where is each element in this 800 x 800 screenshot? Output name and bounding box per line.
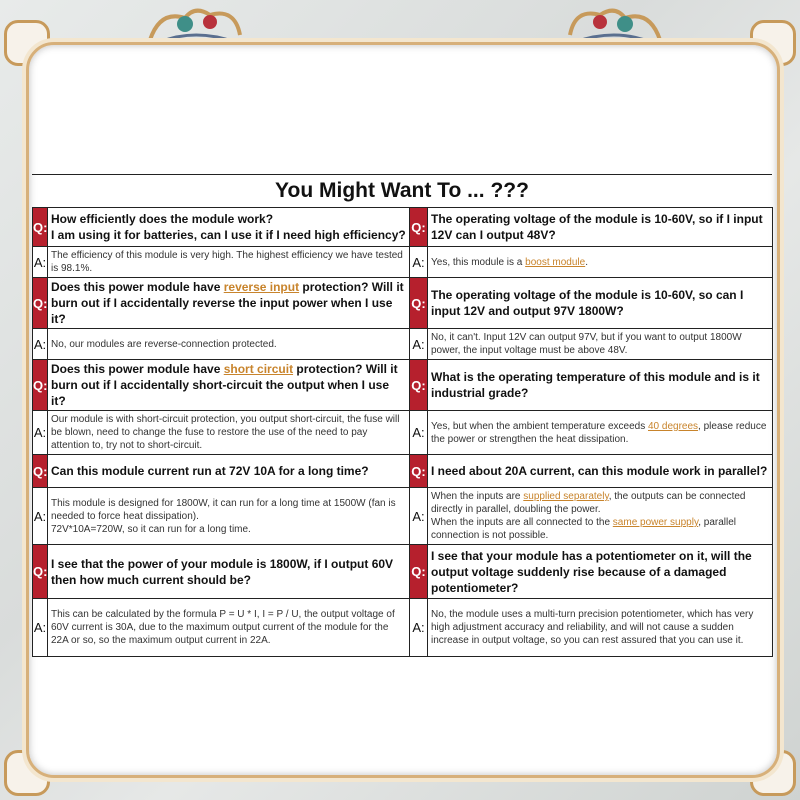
q-badge: Q: [410, 545, 428, 599]
q-badge: Q: [410, 278, 428, 329]
link-boost-module[interactable]: boost module [525, 256, 586, 268]
question-text: I see that your module has a potentiometer on it, will the output voltage suddenly rise because of a damaged potentiometer? [428, 545, 773, 599]
question-row [33, 360, 773, 411]
link-short-circuit[interactable]: short circuit [223, 362, 294, 376]
question-text: The operating voltage of the module is 10-60V, so can I input 12V and output 97V 1800W? [428, 278, 773, 329]
a-badge: A: [33, 411, 48, 455]
answer-text: This can be calculated by the formula P = U * I, I = P / U, the output voltage of 60V current is 30A, due to the maximum output current of the module for the 22A or so, so the maximum output current in 22A. [48, 599, 410, 657]
link-same-power-supply[interactable]: same power supply [612, 517, 699, 528]
link-40-degrees[interactable]: 40 degrees [648, 420, 699, 432]
question-row [33, 208, 773, 247]
a-badge: A: [410, 247, 428, 278]
question-text: I see that the power of your module is 1800W, if I output 60V then how much current should be? [48, 545, 410, 599]
link-supplied-separately[interactable]: supplied separately [523, 491, 609, 502]
answer-row [33, 411, 773, 455]
answer-text: No, it can't. Input 12V can output 97V, but if you want to output 1800W power, the input voltage must be above 48V. [428, 329, 773, 360]
answer-text: When the inputs are supplied separately, the outputs can be connected directly in parallel, doubling the power. When the inputs are all connected to the same power supply, parallel connection is not possible. [428, 488, 773, 545]
question-row [33, 545, 773, 599]
question-text: How efficiently does the module work? I am using it for batteries, can I use it if I need high efficiency? [48, 208, 410, 247]
question-text: What is the operating temperature of this module and is it industrial grade? [428, 360, 773, 411]
q-badge: Q: [33, 360, 48, 411]
a-badge: A: [33, 488, 48, 545]
a-badge: A: [410, 488, 428, 545]
a-badge: A: [410, 599, 428, 657]
q-badge: Q: [410, 208, 428, 247]
question-row [33, 455, 773, 488]
a-badge: A: [33, 329, 48, 360]
answer-text: No, our modules are reverse-connection protected. [48, 329, 410, 360]
q-badge: Q: [33, 455, 48, 488]
question-row [33, 278, 773, 329]
answer-text: Yes, this module is a boost module. [428, 247, 773, 278]
answer-row [33, 599, 773, 657]
question-text: I need about 20A current, can this module work in parallel? [428, 455, 773, 488]
question-text: The operating voltage of the module is 10-60V, so if I input 12V can I output 48V? [428, 208, 773, 247]
a-badge: A: [410, 411, 428, 455]
answer-row [33, 329, 773, 360]
a-badge: A: [410, 329, 428, 360]
answer-text: No, the module uses a multi-turn precision potentiometer, which has very high adjustment accuracy and reliability, and will not cause a sudden increase in output voltage, so you can rest assured that you can use it. [428, 599, 773, 657]
q-badge: Q: [33, 278, 48, 329]
a-badge: A: [33, 247, 48, 278]
q-badge: Q: [33, 208, 48, 247]
answer-text: Yes, but when the ambient temperature exceeds 40 degrees, please reduce the power or strengthen the heat dissipation. [428, 411, 773, 455]
page-title: You Might Want To ... ??? [32, 174, 772, 208]
a-badge: A: [33, 599, 48, 657]
answer-row [33, 247, 773, 278]
question-text: Does this power module have short circuit protection? Will it burn out if I accidentally short-circuit the output when I use it? [48, 360, 410, 411]
q-badge: Q: [33, 545, 48, 599]
link-reverse-input[interactable]: reverse input [223, 280, 300, 294]
question-text: Does this power module have reverse input protection? Will it burn out if I accidentally reverse the input power when I use it? [48, 278, 410, 329]
answer-text: This module is designed for 1800W, it can run for a long time at 1500W (fan is needed to force heat dissipation). 72V*10A=720W, so it can run for a long time. [48, 488, 410, 545]
answer-text: Our module is with short-circuit protection, you output short-circuit, the fuse will be blown, need to change the fuse to restore the use of the need to pay attention to, try not to short-circuit. [48, 411, 410, 455]
faq-table [32, 207, 773, 657]
q-badge: Q: [410, 360, 428, 411]
question-text: Can this module current run at 72V 10A for a long time? [48, 455, 410, 488]
answer-text: The efficiency of this module is very high. The highest efficiency we have tested is 98.1%. [48, 247, 410, 278]
answer-row [33, 488, 773, 545]
q-badge: Q: [410, 455, 428, 488]
